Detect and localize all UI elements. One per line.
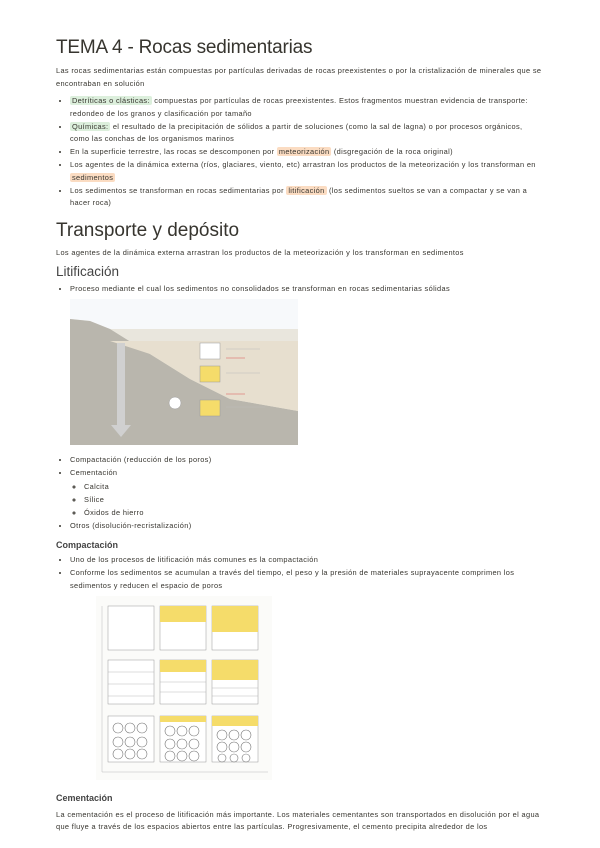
- section-heading-compactacion: Compactación: [56, 540, 119, 550]
- compaction-diagram-figure: [96, 596, 272, 780]
- list-item: ◦ Sílice: [84, 494, 544, 507]
- list-item: • Otros (disolución-recristalización): [70, 520, 544, 533]
- list-item: • Conforme los sedimentos se acumulan a través del tiempo, el peso y la presión de materiales suprayacente comprimen los sedimentos y reducen el espacio de poros: [70, 567, 544, 592]
- list-item: ◦ Óxidos de hierro: [84, 507, 544, 520]
- list-item: • Compactación (reducción de los poros): [70, 454, 544, 467]
- list-item: • Detríticas o clásticas: compuestas por partículas de rocas preexistentes. Estos fragmentos muestran evidencia de transporte: redondeo de los granos y clasificación por tamaño: [70, 95, 544, 120]
- cementacion-paragraph: La cementación es el proceso de litificación más importante. Los materiales cementantes son transportados en disolución por el agua que fluye a través de los espacios abiertos entre las partículas. Progresivamente, el cemento precipita alrededor de los: [56, 809, 540, 831]
- compactacion-list: [56, 554, 544, 592]
- rock-types-list: [56, 95, 544, 210]
- sedimentos-highlight: sedimentos: [72, 172, 114, 182]
- transporte-paragraph: Los agentes de la dinámica externa arrastran los productos de la meteorización y los transforman en sedimentos: [56, 247, 464, 257]
- list-item: • Cementación ◦ Calcita ◦ Sílice ◦ Óxidos de hierro: [70, 467, 544, 519]
- section-heading-cementacion: Cementación: [56, 792, 113, 803]
- litificacion-highlight: litificación: [288, 185, 325, 195]
- litificacion-processes-list: [56, 454, 544, 532]
- detriticas-highlight: Detríticas o clásticas:: [72, 96, 150, 105]
- list-item: • Los sedimentos se transforman en rocas sedimentarias por litificación (los sedimentos sueltos se van a compactar y se van a hacer roca): [70, 185, 544, 210]
- lithification-diagram-figure: [70, 299, 298, 445]
- list-item: • Químicas: el resultado de la precipitación de sólidos a partir de soluciones (como la sal de lagna) o por procesos orgánicos, como las conchas de los organismos marinos: [70, 121, 544, 146]
- list-item: • En la superficie terrestre, las rocas se descomponen por meteorización (disgregación de la roca original): [70, 146, 544, 159]
- intro-paragraph: Las rocas sedimentarias están compuestas por partículas derivadas de rocas preexistentes o por la cristalización de minerales que se encontraban en solución: [56, 66, 542, 88]
- page-title: TEMA 4 - Rocas sedimentarias: [56, 37, 313, 58]
- cementation-sublist: [70, 481, 544, 520]
- list-item: • Uno de los procesos de litificación más comunes es la compactación: [70, 554, 544, 567]
- meteorizacion-highlight: meteorización: [278, 147, 330, 156]
- section-heading-litificacion: Litificación: [56, 264, 120, 279]
- list-item: • Los agentes de la dinámica externa (ríos, glaciares, viento, etc) arrastran los productos de la meteorización y los transforman en sedimentos: [70, 159, 544, 184]
- quimicas-highlight: Químicas:: [72, 121, 109, 131]
- list-item: • Proceso mediante el cual los sedimentos no consolidados se transforman en rocas sedimentarias sólidas: [70, 283, 544, 296]
- list-item: ◦ Calcita: [84, 481, 544, 494]
- litificacion-list: [56, 283, 544, 296]
- section-heading-transporte: Transporte y depósito: [56, 219, 240, 241]
